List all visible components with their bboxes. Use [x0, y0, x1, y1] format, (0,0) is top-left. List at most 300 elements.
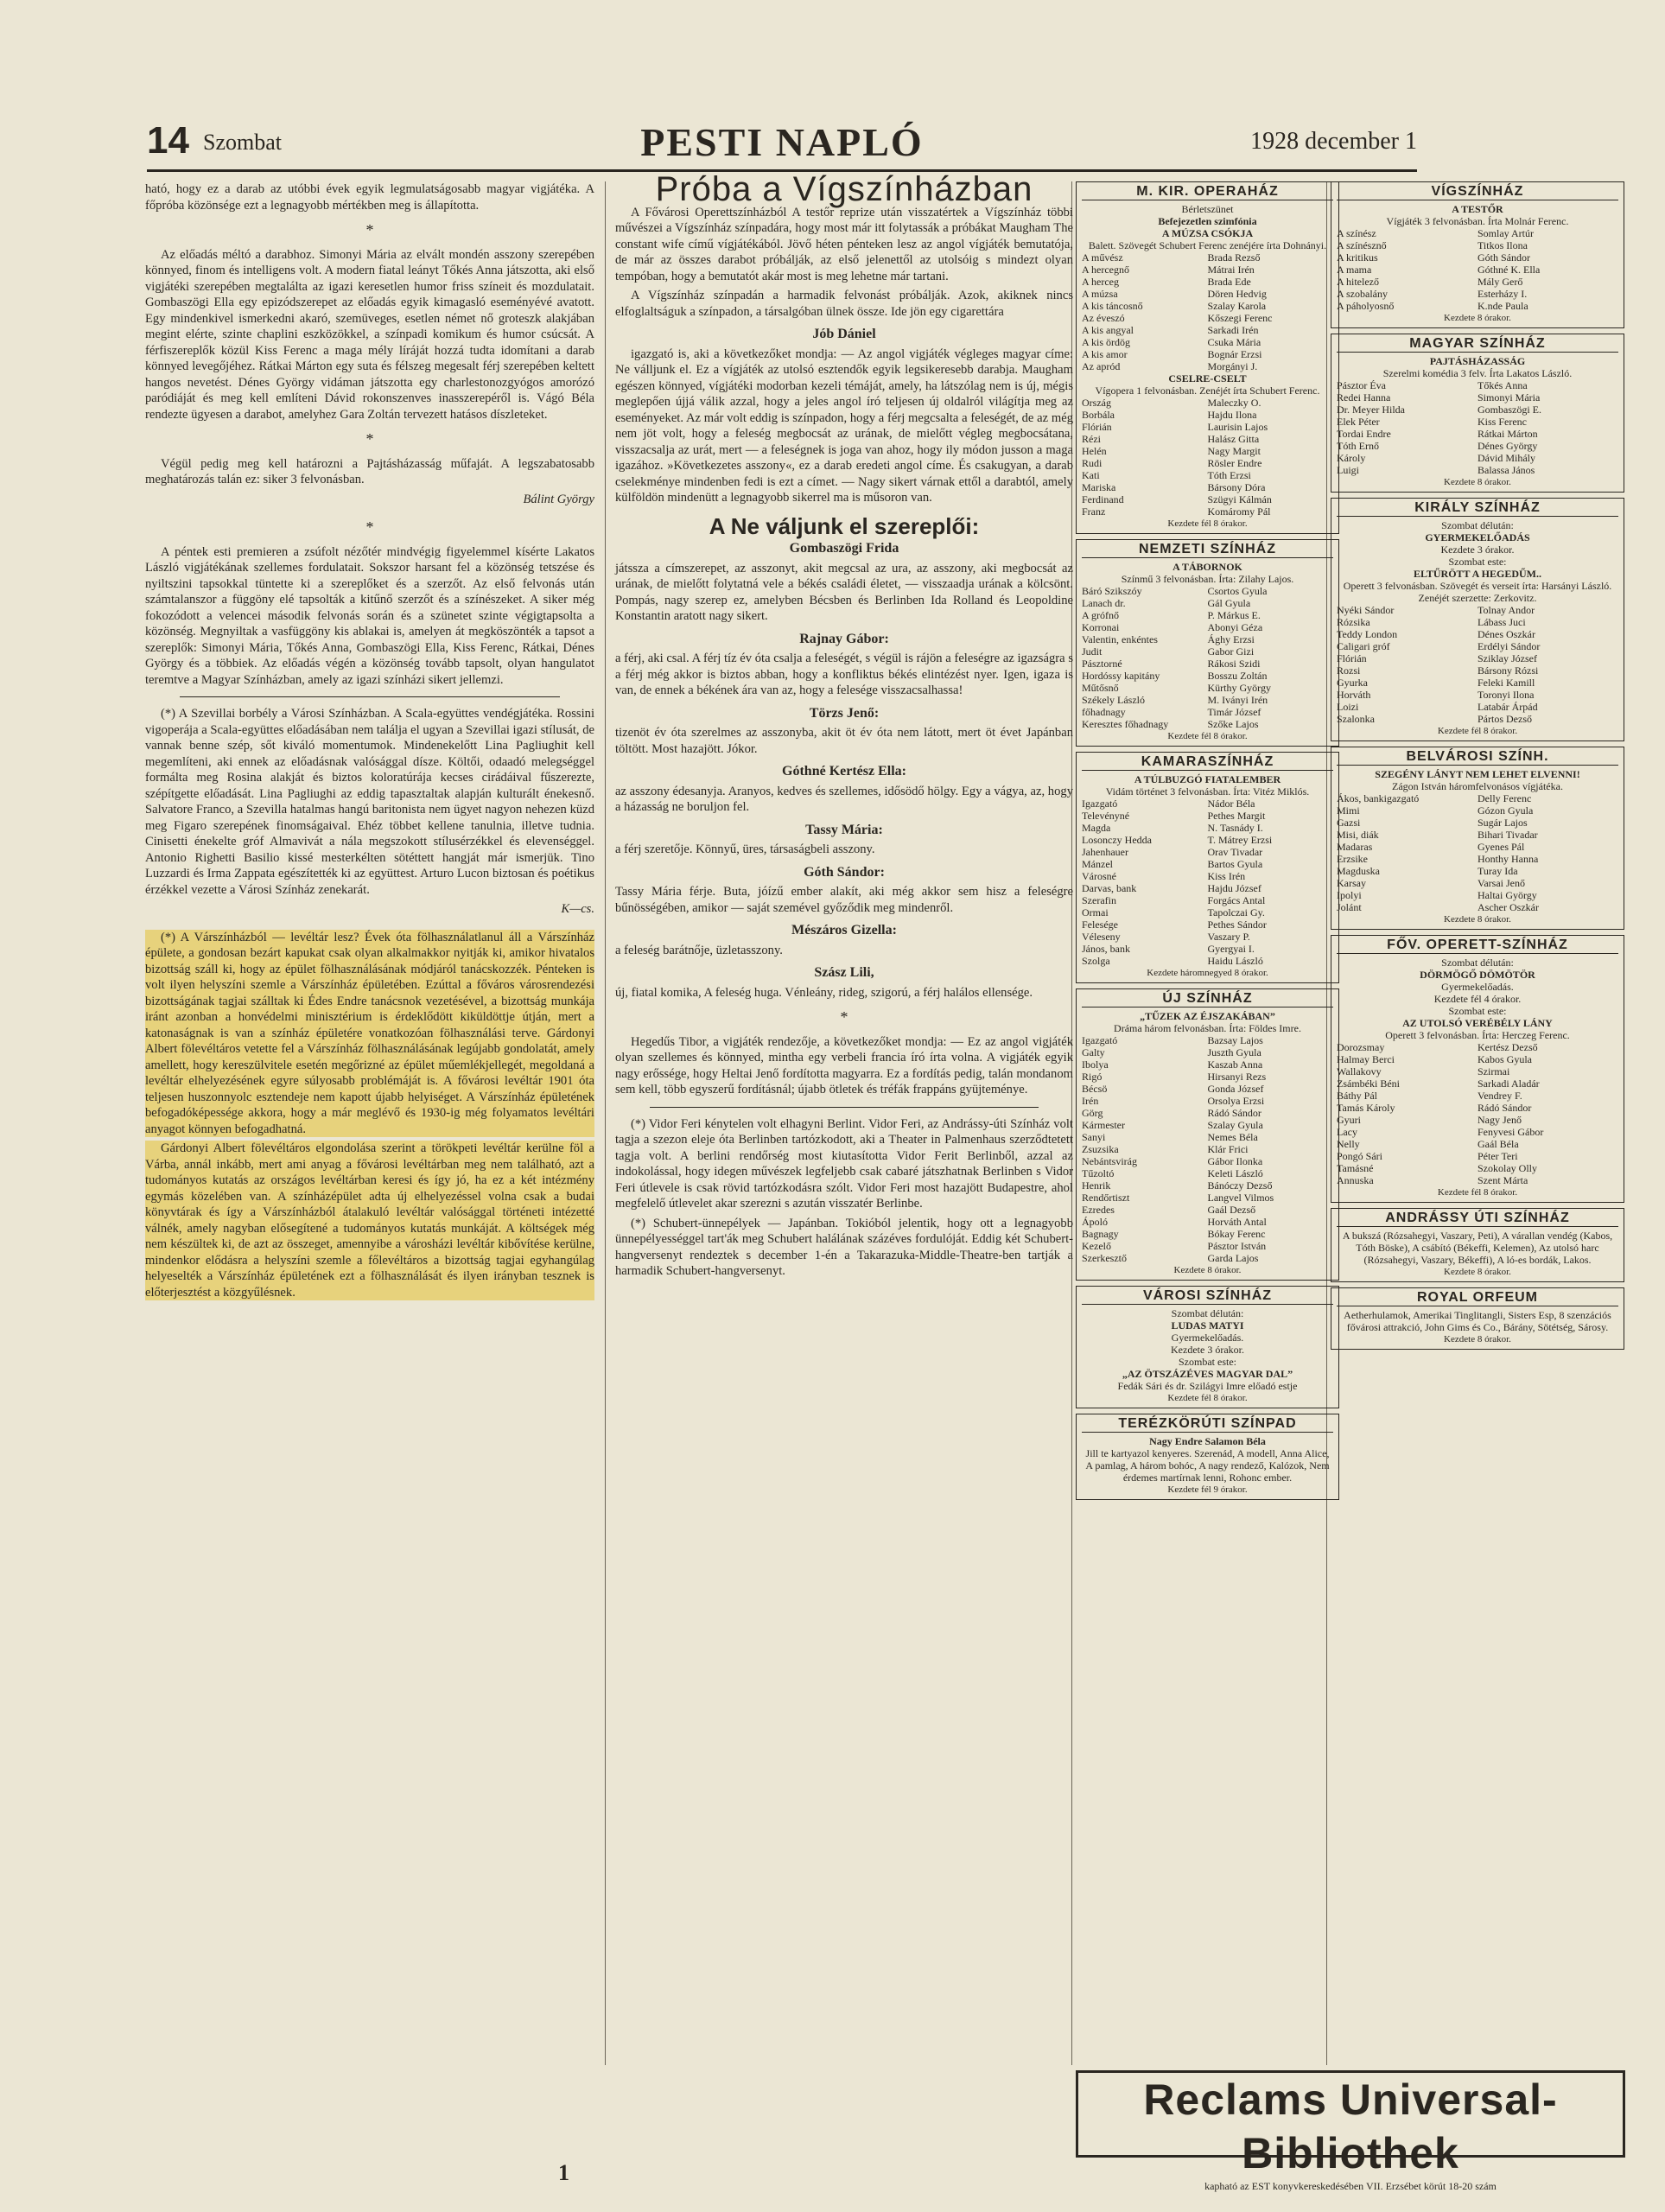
- actor: Rádó Sándor: [1207, 1107, 1261, 1119]
- role-name: Rajnay Gábor:: [799, 631, 889, 646]
- separator-star: *: [365, 518, 374, 536]
- role: János, bank: [1082, 943, 1130, 955]
- divider: [650, 1107, 1039, 1108]
- listing-line: Zenéjét szerzette: Zerkovitz.: [1418, 592, 1537, 604]
- listing-line: Gyermekelőadás.: [1441, 981, 1514, 993]
- listing-line: Operett 3 felvonásban. Szövegét és verseit írta: Harsányi László.: [1343, 580, 1612, 592]
- role-text: a férj szeretője. Könnyű, üres, társaságbeli asszony.: [615, 842, 875, 856]
- cast-row: [1082, 300, 1333, 312]
- listing-line: Szombat este:: [1179, 1356, 1236, 1368]
- cast-row: [1337, 1065, 1618, 1077]
- theater-name: ROYAL ORFEUM: [1337, 1292, 1618, 1306]
- cast-row: [1082, 1046, 1333, 1058]
- role: Gyurka: [1337, 677, 1368, 689]
- ad-headline: Reclams Universal-Bibliothek: [1143, 2075, 1558, 2177]
- theater-name: VÍGSZÍNHÁZ: [1337, 186, 1618, 200]
- listing-line: Szombat délután:: [1441, 957, 1514, 969]
- role-text: új, fiatal komika, A feleség huga. Vénleány, rideg, szigorú, a férj halálos ellensége.: [615, 985, 1033, 1000]
- cast-row: [1337, 829, 1618, 841]
- masthead-title: PESTI NAPLÓ: [640, 120, 924, 164]
- cast-row: [1337, 1174, 1618, 1186]
- role: Redei Hanna: [1337, 391, 1391, 404]
- actor: Gyergyai I.: [1207, 943, 1255, 955]
- role: Halmay Berci: [1337, 1053, 1395, 1065]
- listing-line: Dráma három felvonásban. Írta: Földes Imre.: [1114, 1022, 1301, 1034]
- actor: Forgács Antal: [1207, 894, 1266, 906]
- cast-list: [1082, 585, 1333, 730]
- actor: Laurisin Lajos: [1207, 421, 1268, 433]
- play-title: A MÚZSA CSÓKJA: [1161, 227, 1254, 239]
- cast-row: [1337, 628, 1618, 640]
- role: Tóth Ernő: [1337, 440, 1379, 452]
- start-time: Kezdete 8 órakor.: [1173, 1265, 1242, 1275]
- page-marker: 1: [558, 2160, 569, 2185]
- role: A grófnő: [1082, 609, 1119, 621]
- actor: Nagy Jenő: [1478, 1114, 1522, 1126]
- cast-row: [1337, 1077, 1618, 1090]
- column-3-listings: [1076, 181, 1339, 2065]
- listing-uj: [1076, 988, 1339, 1281]
- role: Ezredes: [1082, 1204, 1115, 1216]
- cast-row: [1082, 858, 1333, 870]
- actor: Pártos Dezső: [1478, 713, 1532, 725]
- actor: Gábor Ilonka: [1207, 1155, 1263, 1167]
- role: Henrik: [1082, 1179, 1111, 1192]
- theater-name: TERÉZKÖRÚTI SZÍNPAD: [1082, 1418, 1333, 1433]
- role: A páholyosnő: [1337, 300, 1395, 312]
- paragraph: Az előadás méltó a darabhoz. Simonyi Mária az elvált mondén asszony szerepében könnyed, finom és intelligens volt. A modern fiatal leányt Tőkés Anna játszotta, aki első vigjátéki szerepében megtalálta az igazi keresetlen humor friss színeit és mozdulatait. Gombaszögi Ella egy epizódszerepet az előadás egyik kimagasló eseményévé avatott. Egy mindenkivel ismerkedni akaró, szemüveges, esetlen német nő groteszk alakjában megint elérte, szinte chaplini eszközökkel, a színpadi komikum és humor csúcsát. A férfiszereplők közül Kiss Ferenc a maga mély líráját hozzá tudta idomítani a darab könnyed levegőjéhez. Rátkai Márton egy suta és félszeg megesalt férj szerepében keltett hangos nevetést. Dénes György vidáman játszotta egy charlestonozgyógos amorózó paródiáját és meg kell említeni Dávid rokonszenves inasszerepéről is. Vágó Béla rendezte ügyesen a darabot, amelyhez Gara Zoltán tervezett hatásos díszleteket.: [145, 247, 594, 422]
- role: Görg: [1082, 1107, 1103, 1119]
- actor: Bihari Tivadar: [1478, 829, 1538, 841]
- listing-opera: [1076, 181, 1339, 534]
- role-text: tizenöt év óta szerelmes az asszonyba, akit öt év óta nem látott, mert öt évet Japánban töltött. Most hazajött. Jókor.: [615, 726, 1073, 756]
- actor: Rösler Endre: [1207, 457, 1262, 469]
- cast-row: [1337, 1126, 1618, 1138]
- actor: Dénes György: [1478, 440, 1538, 452]
- role: Pongó Sári: [1337, 1150, 1383, 1162]
- actor: Brada Ede: [1207, 276, 1251, 288]
- actor: Esterházy I.: [1478, 288, 1528, 300]
- listing-line: Szombat délután:: [1441, 519, 1514, 531]
- cast-row: [1337, 1162, 1618, 1174]
- cast-row: [1082, 1167, 1333, 1179]
- role: Rózsika: [1337, 616, 1370, 628]
- actor: Abonyi Géza: [1207, 621, 1263, 633]
- role: Kati: [1082, 469, 1100, 481]
- listing-nemzeti: [1076, 539, 1339, 747]
- cast-row: [1082, 585, 1333, 597]
- cast-row: [1337, 901, 1618, 913]
- actor: Maleczky O.: [1207, 397, 1261, 409]
- cast-row: [1337, 889, 1618, 901]
- listing-line: Szombat délután:: [1171, 1307, 1244, 1319]
- role: Székely László: [1082, 694, 1145, 706]
- cast-row: [1082, 943, 1333, 955]
- role: Horváth: [1337, 689, 1371, 701]
- cast-row: [1337, 677, 1618, 689]
- actor: Gombaszögi E.: [1478, 404, 1541, 416]
- role: Tamás Károly: [1337, 1102, 1395, 1114]
- actor: Góthné K. Ella: [1478, 264, 1541, 276]
- play-title: A TÚLBUZGÓ FIATALEMBER: [1134, 773, 1281, 785]
- cast-row: [1082, 882, 1333, 894]
- role: Borbála: [1082, 409, 1115, 421]
- listing-belvarosi: [1331, 747, 1624, 930]
- actor: Hirsanyi Rezs: [1207, 1071, 1267, 1083]
- cast-row: [1082, 798, 1333, 810]
- cast-row: [1337, 404, 1618, 416]
- listing-line: Szombat este:: [1448, 1005, 1507, 1017]
- actor: Bartos Gyula: [1207, 858, 1263, 870]
- actor: Pethes Sándor: [1207, 918, 1267, 931]
- role: főhadnagy: [1082, 706, 1126, 718]
- listing-vig: [1331, 181, 1624, 328]
- role: Pásztorné: [1082, 658, 1122, 670]
- cast-row: [1082, 1131, 1333, 1143]
- listing-line: Színmű 3 felvonásban. Írta: Zilahy Lajos.: [1121, 573, 1294, 585]
- play-title: CSELRE-CSELT: [1168, 372, 1247, 385]
- cast-row: [1082, 421, 1333, 433]
- cast-row: [1082, 609, 1333, 621]
- role: A kis ördög: [1082, 336, 1131, 348]
- cast-row: [1337, 1090, 1618, 1102]
- actor: Kabos Gyula: [1478, 1053, 1532, 1065]
- cast-row: [1337, 817, 1618, 829]
- cast-row: [1337, 877, 1618, 889]
- actor: Titkos Ilona: [1478, 239, 1528, 251]
- cast-row: [1082, 718, 1333, 730]
- theater-name: NEMZETI SZÍNHÁZ: [1082, 543, 1333, 558]
- role: Kármester: [1082, 1119, 1125, 1131]
- listing-line: Kezdete fél 4 órakor.: [1433, 993, 1522, 1005]
- theater-name: KAMARASZÍNHÁZ: [1082, 756, 1333, 771]
- role: Helén: [1082, 445, 1107, 457]
- role: Hordóssy kapitány: [1082, 670, 1160, 682]
- cast-row: [1082, 834, 1333, 846]
- cast-row: [1082, 621, 1333, 633]
- role-text: Tassy Mária férje. Buta, jóízű ember alakít, aki még akkor sem hisz a feleségre bűnösségében, amikor — saját szemével győződik meg mindenről.: [615, 885, 1073, 915]
- actor: Kürthy György: [1207, 682, 1271, 694]
- cast-row: [1337, 251, 1618, 264]
- role: Ország: [1082, 397, 1111, 409]
- actor: Somlay Artúr: [1478, 227, 1534, 239]
- actor: Rákosi Szidi: [1207, 658, 1261, 670]
- cast-list: [1337, 1041, 1618, 1186]
- cast-row: [1337, 701, 1618, 713]
- role: A herceg: [1082, 276, 1119, 288]
- listing-kamara: [1076, 752, 1339, 983]
- play-title: „TŰZEK AZ ÉJSZAKÁBAN”: [1140, 1010, 1275, 1022]
- cast-row: [1337, 1053, 1618, 1065]
- actor: Vendrey F.: [1478, 1090, 1522, 1102]
- play-title: A TÁBORNOK: [1172, 561, 1242, 573]
- role: Luigi: [1337, 464, 1359, 476]
- start-time: Kezdete 8 órakor.: [1444, 477, 1511, 487]
- theater-name: ANDRÁSSY ÚTI SZÍNHÁZ: [1337, 1212, 1618, 1227]
- role: Flórián: [1337, 652, 1367, 664]
- role: Karsay: [1337, 877, 1366, 889]
- cast-list: [1337, 379, 1618, 476]
- actor: T. Mátrey Erzsi: [1207, 834, 1273, 846]
- listing-line: Kezdete 3 órakor.: [1440, 543, 1515, 556]
- cast-row: [1082, 1119, 1333, 1131]
- listing-line: A bukszá (Rózsahegyi, Vaszary, Peti), A várallan vendég (Kabos, Tóth Böske), A csábító (Békeffi, Kelemen), Az utolsó harc (Rózsahegyi, Vaszary, Békeffi), A ló-es bordák, Lakos.: [1342, 1230, 1613, 1266]
- actor: N. Tasnády I.: [1207, 822, 1263, 834]
- paragraph: ható, hogy ez a darab az utóbbi évek egyik legmulatságosabb magyar vigjátéka. A főpróba közönsége ezt a legnagyobb mértékben meg is állapította.: [145, 182, 594, 213]
- start-time: Kezdete fél 8 órakor.: [1167, 731, 1248, 741]
- role: Galty: [1082, 1046, 1105, 1058]
- role-name: Góthné Kertész Ella:: [782, 764, 906, 779]
- actor: Csuka Mária: [1207, 336, 1261, 348]
- role: Rudi: [1082, 457, 1103, 469]
- role: Mánzel: [1082, 858, 1113, 870]
- actor: Gaál Béla: [1478, 1138, 1519, 1150]
- role: Loizi: [1337, 701, 1359, 713]
- actor: Bársony Rózsi: [1478, 664, 1539, 677]
- role-text: a férj, aki csal. A férj tíz év óta csalja a feleségét, s végül is rájön a feleségre az igazságra s a férj még akkor is biztos abban, hogy a konfliktus békés elintézést nyer. Igen, igaza is van, de ennek a békének ára van az, hogy a felesége visszacsalhassa!: [615, 652, 1073, 697]
- listing-line: Fedák Sári és dr. Szilágyi Imre előadó estje: [1117, 1380, 1298, 1392]
- separator-star: *: [840, 1008, 848, 1026]
- role: Ormai: [1082, 906, 1109, 918]
- theater-name: KIRÁLY SZÍNHÁZ: [1337, 502, 1618, 517]
- cast-list: [1337, 604, 1618, 725]
- cast-row: [1082, 1143, 1333, 1155]
- cast-row: [1082, 822, 1333, 834]
- cast-row: [1337, 652, 1618, 664]
- role: Pásztor Éva: [1337, 379, 1386, 391]
- role: Nebántsvirág: [1082, 1155, 1137, 1167]
- actor: Gabor Gizi: [1207, 645, 1255, 658]
- highlighted-paragraph: Gárdonyi Albert fölevéltáros elgondolása szerint a törökpeti levéltár kerülne föl a Várba, annál inkább, mert ami anyag a fővárosi levéltárban meg nem található, azt a tudományos kutatás az országos levéltárban keresi és így jó, ha ez a két intézmény egymás közelében van. A színházépület adta új elhelyezéssel volna csak a budai könyvtárak és így a Várszínházból átalakuló levéltár valósággal történeti intézetté válnék, amely nagyban elősegítené a tudományos kutatás munkáját. A költségek még nem készültek ki, de azt az összeget, amennyibe a városházi levéltár kibővítése kerülne, mindenkor elődásra a helyszíni szemle a főlevéltáros a bizottság tagjai egyhangúlag helyeselték a Várszínház épületének ezt a fölhasználását és ilyen irányban tesznek is előterjesztést a közgyűlésnek.: [145, 1141, 594, 1300]
- role: Véleseny: [1082, 931, 1121, 943]
- cast-row: [1082, 906, 1333, 918]
- actor: Bársony Dóra: [1207, 481, 1266, 493]
- cast-row: [1082, 409, 1333, 421]
- actor: Vaszary P.: [1207, 931, 1250, 943]
- cast-row: [1082, 1228, 1333, 1240]
- role: Wallakovy: [1337, 1065, 1382, 1077]
- role: Teddy London: [1337, 628, 1398, 640]
- actor: Haidu László: [1207, 955, 1263, 967]
- play-title: Nagy Endre Salamon Béla: [1149, 1435, 1266, 1447]
- cast-row: [1337, 792, 1618, 804]
- role-name: Góth Sándor:: [804, 864, 885, 880]
- actor: Kőszegi Ferenc: [1207, 312, 1273, 324]
- play-title: „AZ ÖTSZÁZÉVES MAGYAR DAL”: [1122, 1368, 1293, 1380]
- role: Losonczy Hedda: [1082, 834, 1152, 846]
- start-time: Kezdete fél 8 órakor.: [1167, 1393, 1248, 1403]
- cast-row: [1082, 894, 1333, 906]
- cast-row: [1337, 640, 1618, 652]
- start-time: Kezdete 8 órakor.: [1444, 1267, 1511, 1277]
- role: Zsámbéki Béni: [1337, 1077, 1400, 1090]
- cast-row: [1082, 264, 1333, 276]
- actor: Gonda József: [1207, 1083, 1264, 1095]
- actor: M. Iványi Irén: [1207, 694, 1268, 706]
- play-title: LUDAS MATYI: [1171, 1319, 1244, 1332]
- ad-subtext: kapható az EST konyvkereskedésében VII. Erzsébet körút 18-20 szám: [1204, 2180, 1497, 2192]
- play-title: SZEGÉNY LÁNYT NEM LEHET ELVENNI!: [1375, 768, 1580, 780]
- role: Sanyi: [1082, 1131, 1106, 1143]
- actor: Hajdu Ilona: [1207, 409, 1257, 421]
- actor: Orav Tivadar: [1207, 846, 1263, 858]
- role: Műtősnő: [1082, 682, 1119, 694]
- listing-terez: [1076, 1414, 1339, 1500]
- cast-list: [1337, 227, 1618, 312]
- actor: Ascher Oszkár: [1478, 901, 1539, 913]
- highlighted-paragraph: (*) A Várszínházból — levéltár lesz? Évek óta fölhasználatlanul áll a Várszínház épülete, a gondosan bezárt kapukat csak olyan alkalmakkor nyitják ki, amikor hivatalos bizottság száll ki, hogy az épület fölhasználásának módjáról tanácskozzék. Pénteken is volt ilyen helyszíni szemle a Várszínház épületében. Ezúttal a főváros városrendezési bizottságának tagjai szálltak ki Édes Endre tanácsnok vezetésével, a bizottság munkája iránt azonban a honvédelmi minisztérium is érdeklődött kiküldöttje útján, mert a katonaságnak is van a színház épületére vonatkozóan fölhasználási terve. Gárdonyi Albert fölevéltáros vetette fel a Várszínház fölhasználásának legújabb gondolatát, amely amellett, hogy kereszülvitele esetén megőrizné az épület műemlékjellegét, megoldaná a levéltár elhelyezésének egyre súlyosabb problémáját is. A fővárosi levéltár 1901 óta teljesen huszonnyolc esztendeje nem kapott újabb helyiséget. A Várszínház épületének befogadóképessége akkora, hogy a már meglévő és 1930-ig még folyamatos levéltári anyagot könnyen befogadhatná.: [145, 930, 594, 1136]
- actor: Varsai Jenő: [1478, 877, 1525, 889]
- role: Franz: [1082, 505, 1106, 518]
- theater-name: MAGYAR SZÍNHÁZ: [1337, 338, 1618, 353]
- cast-row: [1337, 452, 1618, 464]
- role-text: az asszony édesanyja. Aranyos, kedves és szellemes, idősödő hölgy. Egy a vágya, az, hogy a házasság ne boruljon fel.: [615, 784, 1073, 814]
- cast-row: [1337, 379, 1618, 391]
- cast-row: [1082, 670, 1333, 682]
- role: A művész: [1082, 251, 1123, 264]
- role: A múzsa: [1082, 288, 1118, 300]
- role-name: Törzs Jenő:: [809, 705, 880, 721]
- actor: Gózon Gyula: [1478, 804, 1534, 817]
- cast-row: [1337, 1138, 1618, 1150]
- cast-row: [1082, 1071, 1333, 1083]
- cast-row: [1337, 464, 1618, 476]
- cast-row: [1082, 336, 1333, 348]
- start-time: Kezdete 8 órakor.: [1444, 313, 1511, 323]
- actor: Tóth Erzsi: [1207, 469, 1251, 481]
- actor: Gyenes Pál: [1478, 841, 1525, 853]
- paragraph: (*) A Szevillai borbély a Városi Színházban. A Scala-együttes vendégjátéka. Rossini vigoperája a Scala-együttes előadásában nem találja el ugyan a Szevillai igazi stílusát, de vannak benne szép, sőt kiváló momentumok. Mindenekelőtt Lina Pagliughit kell megemlíteni, aki ennek az előadásnak valósággal dísze. Költői, odaadó melegséggel formálta meg Rosina alakját és biztos koloratúrája kecses cirádáival fűszerezte, szépítgette előadását. Lina Pagliughi az eddig tapasztaltak alapján kulturált énekesnő. Salvatore Franco, a Szevilla hatalmas hangú baritonista nem ügyet nagyon nehezen küzd meg Figaro szerepének finomságaival. Ehéz többet kellene tanulnia, illetve tudnia. Cinisetti énekelte gróf Almavivát a nála megszokott stílusérzékkel és elevenséggel. Antonio Righetti Basilio kissé mesterkélten sötéttett hangját már ismerjük. Tino Luzzardi és Irma Zappata egészítették ki az együttest. Arturo Lucon biztosan és poétikus érzékkel vezette a Városi Színház zenekarát.: [145, 707, 594, 897]
- role: Felesége: [1082, 918, 1118, 931]
- role: Caligari gróf: [1337, 640, 1390, 652]
- cast-row: [1082, 251, 1333, 264]
- cast-row: [1337, 300, 1618, 312]
- cast-row: [1337, 264, 1618, 276]
- role-name: Tassy Mária:: [805, 822, 883, 837]
- cast-row: [1082, 312, 1333, 324]
- role: Magda: [1082, 822, 1111, 834]
- cast-row: [1337, 853, 1618, 865]
- cast-row: [1082, 1216, 1333, 1228]
- cast-row: [1082, 324, 1333, 336]
- role: Televényné: [1082, 810, 1130, 822]
- cast-row: [1337, 664, 1618, 677]
- actor: Szent Márta: [1478, 1174, 1528, 1186]
- role: Rendőrtiszt: [1082, 1192, 1130, 1204]
- cast-row: [1337, 804, 1618, 817]
- role: Gazsi: [1337, 817, 1361, 829]
- role: Rigó: [1082, 1071, 1103, 1083]
- actor: Bazsay Lajos: [1207, 1034, 1263, 1046]
- theater-name: VÁROSI SZÍNHÁZ: [1082, 1290, 1333, 1305]
- role: Zsuzsika: [1082, 1143, 1119, 1155]
- speaker-name: Jób Dániel: [812, 327, 876, 341]
- cast-row: [1337, 416, 1618, 428]
- page-number: 14: [147, 119, 189, 162]
- role: Báthy Pál: [1337, 1090, 1377, 1102]
- actor: Kertész Dezső: [1478, 1041, 1538, 1053]
- cast-row: [1082, 931, 1333, 943]
- cast-row: [1337, 391, 1618, 404]
- actor: Péter Teri: [1478, 1150, 1518, 1162]
- actor: Lábass Juci: [1478, 616, 1526, 628]
- cast-row: [1337, 440, 1618, 452]
- actor: Fenyvesi Gábor: [1478, 1126, 1544, 1138]
- cast-row: [1337, 689, 1618, 701]
- cast-row: [1082, 1095, 1333, 1107]
- separator-star: *: [365, 221, 374, 238]
- paragraph: (*) Schubert-ünnepélyek — Japánban. Tokióból jelentik, hogy ott a legnagyobb ünnepélyességgel tart'ák meg Schubert halálának százéves fordulóját. Eddig két Schubert-hangversenyt rendeztek s december 1-én a Takarazuka-Middle-Theatre-ben tartják a harmadik Schubert-hangversenyt.: [615, 1216, 1073, 1278]
- role: A kis táncosnő: [1082, 300, 1143, 312]
- actor: Mály Gerő: [1478, 276, 1523, 288]
- paragraph: igazgató is, aki a következőket mondja: — Az angol vigjáték végleges magyar címe: Ne válljunk el. Ez a vígjáték az utolsó esztendők egyik legsikeresebb darabja. Maugham egészen könnyed, vígjátéki modorban kezeli témáját, amely, ha látszólag nem is új, mégis meglepően újjá válik azzal, hogy a jeles angol író teljesen új oldalról világítja meg az eseményeket. Az már volt eddig is színpadon, hogy a férj megcsalta a feleségét, de az még nem jöt volt, hogy a feleség megbocsát az urának, de mielőtt végleg megbocsátana, visszacsalja az urát, mert — a feleségnek is joga van ahoz, hogy ily módon jusson a maga igazához. »Következetes asszony«, ez a darab eredeti angol címe. És csakugyan, a darab cselekménye mindenben fedi is ezt a címet. — Nagy sikert várnak ettől a darabtól, amely külföldön mindenütt a legnagyobb sikerrel ma is műsoron van.: [615, 346, 1073, 505]
- cast-row: [1337, 227, 1618, 239]
- listing-magyar: [1331, 334, 1624, 493]
- role: A kis angyal: [1082, 324, 1134, 336]
- paragraph: Hegedűs Tibor, a vigjáték rendezője, a következőket mondja: — Ez az angol vigjáték olyan szellemes és könnyed, mintha egy verbeli francia író írta volna. A vigjáték egyik nagy erőssége, hogy Heltai Jenő fordította magyarra. Ez a fordítás pedig, talán mondanom sem kell, több egyszerű fordításnál; újabb ötletek és tréfák frappáns gyüjteménye.: [615, 1034, 1073, 1096]
- role: Tűzoltó: [1082, 1167, 1115, 1179]
- start-time: Kezdete háromnegyed 8 órakor.: [1147, 968, 1268, 978]
- cast-row: [1082, 288, 1333, 300]
- play-title: A TESTŐR: [1452, 203, 1503, 215]
- role-name: Mészáros Gizella:: [791, 923, 897, 938]
- role: Báró Szikszóy: [1082, 585, 1142, 597]
- role: A mama: [1337, 264, 1372, 276]
- actor: Góth Sándor: [1478, 251, 1530, 264]
- role: A kis amor: [1082, 348, 1128, 360]
- start-time: Kezdete fél 9 órakor.: [1167, 1484, 1248, 1495]
- cast-row: [1337, 865, 1618, 877]
- cast-row: [1082, 1204, 1333, 1216]
- play-title: AZ UTOLSÓ VERÉBÉLY LÁNY: [1402, 1017, 1553, 1029]
- cast-row: [1082, 682, 1333, 694]
- actor: Timár József: [1207, 706, 1261, 718]
- listing-line: Szombat este:: [1448, 556, 1507, 568]
- role: Darvas, bank: [1082, 882, 1137, 894]
- role: Mariska: [1082, 481, 1116, 493]
- cast-row: [1082, 1083, 1333, 1095]
- actor: Sugár Lajos: [1478, 817, 1528, 829]
- actor: Hajdu József: [1207, 882, 1261, 894]
- role: Az apród: [1082, 360, 1121, 372]
- listing-andrassy: [1331, 1208, 1624, 1282]
- role: Lacy: [1337, 1126, 1357, 1138]
- cast-row: [1337, 276, 1618, 288]
- role: Ápoló: [1082, 1216, 1108, 1228]
- role: Bécsö: [1082, 1083, 1108, 1095]
- column-divider: [605, 181, 606, 2065]
- cast-list: [1337, 792, 1618, 913]
- actor: Pásztor István: [1207, 1240, 1267, 1252]
- cast-row: [1082, 493, 1333, 505]
- header-date: 1928 december 1: [1250, 128, 1417, 155]
- actor: Brada Rezső: [1207, 251, 1261, 264]
- play-title: GYERMEKELŐADÁS: [1425, 531, 1530, 543]
- cast-row: [1082, 1240, 1333, 1252]
- author-signature: Bálint György: [523, 492, 594, 506]
- cast-row: [1082, 276, 1333, 288]
- role: Városné: [1082, 870, 1116, 882]
- actor: Garda Lajos: [1207, 1252, 1259, 1264]
- play-title: Befejezetlen szimfónia: [1158, 215, 1257, 227]
- role-name: Szász Lili,: [814, 965, 874, 980]
- page-header: [147, 119, 1417, 172]
- actor: Klár Frici: [1207, 1143, 1249, 1155]
- role: Ibolya: [1082, 1058, 1109, 1071]
- role: A szobalány: [1337, 288, 1388, 300]
- role: Dorozsmay: [1337, 1041, 1385, 1053]
- play-title: PAJTÁSHÁZASSÁG: [1429, 355, 1526, 367]
